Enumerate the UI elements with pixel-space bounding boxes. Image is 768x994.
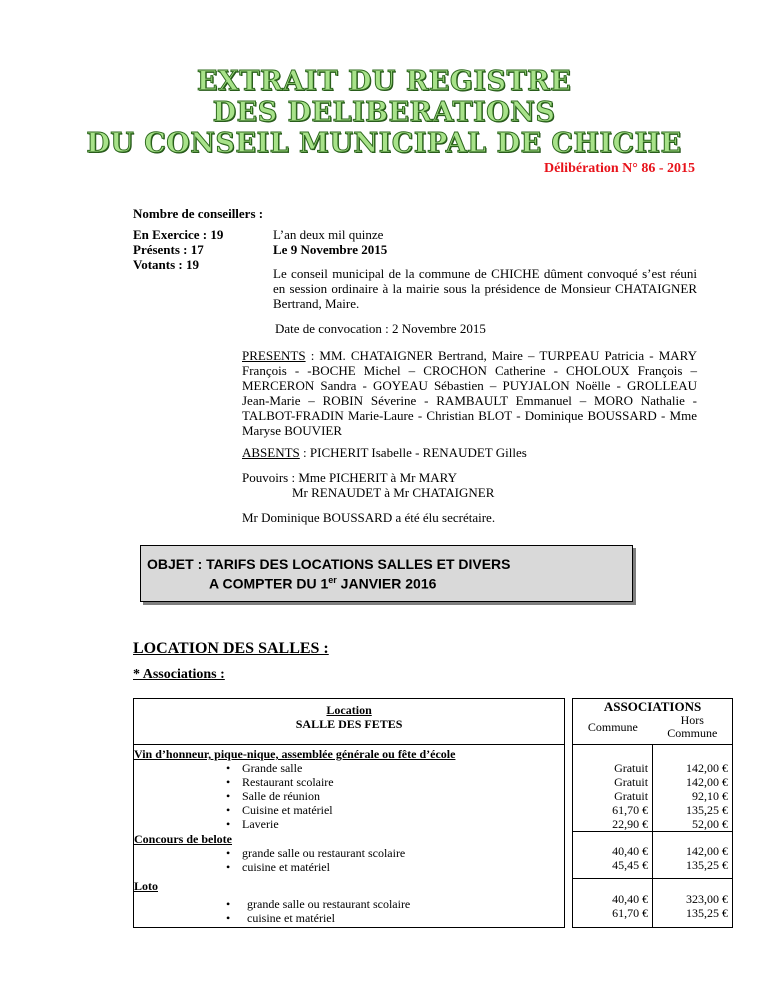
list-item: • cuisine et matériel [134, 911, 564, 925]
votants-count [133, 257, 199, 272]
location-header-line-2: SALLE DES FETES [295, 717, 403, 731]
value-cell: 61,70 € [612, 803, 649, 817]
list-item: • Cuisine et matériel [134, 803, 564, 817]
hors-commune-header [653, 714, 733, 745]
section-1-hors-values [653, 745, 733, 832]
value-cell: 135,25 € [686, 803, 728, 817]
value-cell: Gratuit [614, 775, 649, 789]
presents-list: : MM. CHATAIGNER Bertrand, Maire – TURPEAU Patricia - MARY François - -BOCHE Michel – CROCHON Catherine - CHOLOUX François – MERCERON Sandra - GOYEAU Sébastien – PUYJALON Noëlle - GROLLEAU Jean-Marie – ROBIN Séverine - RAMBAULT Emmanuel – MORO Nathalie - TALBOT-FRADIN Marie-Laure - Christian BLOT - Dominique BOUSSARD - Mme Maryse BOUVIER [242, 348, 697, 438]
pouvoirs-line-1: Pouvoirs : Mme PICHERIT à Mr MARY [242, 470, 457, 485]
value-cell: Gratuit [614, 789, 649, 803]
associations-header: ASSOCIATIONS [573, 699, 733, 715]
list-item: • cuisine et matériel [134, 860, 564, 874]
objet-line-2-end: JANVIER 2016 [336, 575, 437, 592]
associations-heading: * Associations : [133, 667, 225, 682]
value-cell: 45,45 € [612, 858, 649, 872]
hors-header-line-2: Commune [667, 726, 718, 740]
section-3-hors-values [653, 879, 733, 928]
commune-header: Commune [573, 714, 653, 745]
value-cell: 40,40 € [612, 892, 649, 906]
section-1-commune-values [573, 745, 653, 832]
pouvoirs-line-2: Mr RENAUDET à Mr CHATAIGNER [292, 485, 495, 500]
deliberation-number: Délibération N° 86 - 2015 [543, 161, 695, 176]
absents-paragraph [242, 445, 527, 460]
list-item: • Restaurant scolaire [134, 775, 564, 789]
absents-label: ABSENTS [242, 445, 300, 460]
value-cell: 92,10 € [692, 789, 728, 803]
intro-paragraph: Le conseil municipal de la commune de CHICHE dûment convoqué s’est réuni en session ordinaire à la mairie sous la présidence de Monsieur CHATAIGNER Bertrand, Maire. [273, 266, 697, 311]
conseillers-label: Nombre de conseillers : [133, 206, 264, 221]
value-cell: Gratuit [614, 761, 649, 775]
section-2-cell [134, 832, 565, 879]
list-item: • Salle de réunion [134, 789, 564, 803]
section-1-title: Vin d’honneur, pique-nique, assemblée générale ou fête d’école [134, 747, 456, 761]
section-2-commune-values [573, 832, 653, 879]
gap-cell [565, 832, 573, 879]
gap-cell [565, 879, 573, 928]
absents-list: : PICHERIT Isabelle - RENAUDET Gilles [299, 445, 527, 460]
objet-superscript: er [328, 575, 337, 585]
en-exercice: En Exercice : 19 [133, 227, 224, 242]
date-seance: Le 9 Novembre 2015 [273, 242, 388, 257]
location-header-line-1: Location [326, 703, 372, 717]
value-cell: 135,25 € [686, 858, 728, 872]
table-row-section-2 [134, 832, 733, 879]
objet-box [140, 545, 633, 602]
secretaire: Mr Dominique BOUSSARD a été élu secrétaire. [242, 510, 496, 525]
section-1-cell [134, 745, 565, 832]
list-item: • Laverie [134, 817, 564, 831]
value-cell: 323,00 € [686, 892, 728, 906]
list-item: • grande salle ou restaurant scolaire [134, 897, 564, 911]
votants-value: : 19 [175, 257, 199, 272]
gap-cell [565, 699, 573, 745]
objet-line-2 [209, 575, 436, 592]
objet-line-1: OBJET : TARIFS DES LOCATIONS SALLES ET DIVERS [147, 556, 511, 572]
value-cell: 61,70 € [612, 906, 649, 920]
list-item: • Grande salle [134, 761, 564, 775]
hors-header-line-1: Hors [680, 713, 704, 727]
value-cell: 22,90 € [612, 817, 649, 831]
value-cell: 142,00 € [686, 775, 728, 789]
section-3-title: Loto [134, 878, 158, 893]
annee: L’an deux mil quinze [273, 227, 384, 242]
value-cell: 135,25 € [686, 906, 728, 920]
title-line-2: DES DELIBERATIONS [212, 97, 556, 128]
date-convocation: Date de convocation : 2 Novembre 2015 [275, 321, 486, 336]
section-2-hors-values [653, 832, 733, 879]
votants-label: Votants [133, 257, 176, 272]
section-2-title: Concours de belote [134, 831, 232, 846]
value-cell: 142,00 € [686, 761, 728, 775]
gap-cell [565, 745, 573, 832]
presents-count: Présents : 17 [133, 242, 204, 257]
presents-paragraph [242, 348, 697, 438]
value-cell: 52,00 € [692, 817, 728, 831]
title-line-1: EXTRAIT DU REGISTRE [196, 66, 572, 97]
tarifs-table [133, 698, 733, 928]
objet-line-2-start: A COMPTER DU 1 [209, 575, 329, 592]
value-cell: 142,00 € [686, 844, 728, 858]
section-3-cell [134, 879, 565, 928]
presents-label: PRESENTS [242, 348, 306, 363]
location-header-cell [134, 699, 565, 745]
section-3-commune-values [573, 879, 653, 928]
list-item: • grande salle ou restaurant scolaire [134, 846, 564, 860]
title-line-3: DU CONSEIL MUNICIPAL DE CHICHE [86, 128, 682, 159]
table-row-section-1 [134, 745, 733, 832]
table-header-row [134, 699, 733, 715]
table-row-section-3 [134, 879, 733, 928]
value-cell: 40,40 € [612, 844, 649, 858]
location-heading: LOCATION DES SALLES : [133, 640, 329, 657]
